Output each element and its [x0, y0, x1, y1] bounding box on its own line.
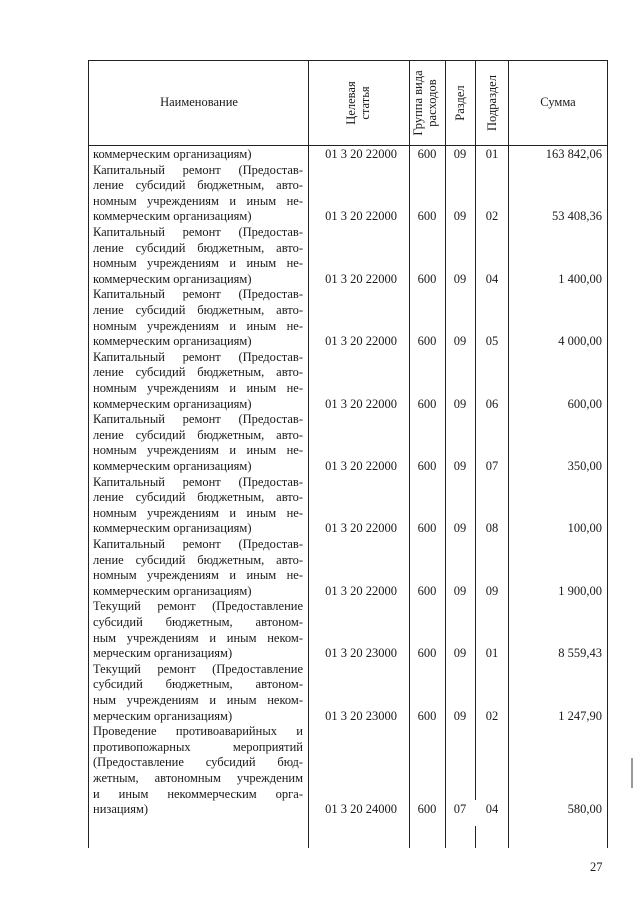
- row-section: 09: [453, 209, 467, 224]
- row-subsection: 02: [485, 209, 499, 224]
- row-group-code: 600: [417, 459, 437, 473]
- header-target-line1: Целевая: [344, 81, 358, 125]
- row-target-code: 01 3 20 24000: [325, 802, 397, 817]
- row-sum: 8 559,43: [558, 646, 602, 661]
- row-target-code: 01 3 20 23000: [325, 646, 397, 661]
- row-name-line: ление субсидий бюджетным, авто-: [93, 490, 303, 505]
- row-group-code: 600: [417, 583, 437, 598]
- row-name-line: номным учреждениям и иным не-: [93, 256, 303, 271]
- row-section: 09: [453, 396, 467, 411]
- row-group-code: 600: [417, 521, 437, 536]
- header-group-line1: Группа вида: [411, 70, 425, 136]
- row-name-line: субсидий бюджетным, автоном-: [93, 614, 303, 629]
- row-name-line: коммерческим организациям): [93, 521, 252, 536]
- row-name-line: Текущий ремонт (Предоставление: [93, 661, 303, 676]
- row-sum: 100,00: [567, 521, 602, 536]
- row-name-line: коммерческим организациям): [93, 147, 252, 161]
- row-name-line: (Предоставление субсидий бюд-: [93, 755, 303, 770]
- page-number: 27: [590, 860, 603, 874]
- row-target-code: 01 3 20 22000: [325, 521, 397, 536]
- row-name-line: Капитальный ремонт (Предостав-: [93, 287, 303, 302]
- row-subsection: 04: [485, 271, 499, 286]
- col-line-code: [409, 60, 410, 848]
- row-name-line: низациям): [93, 802, 149, 817]
- row-group-code: 600: [417, 209, 437, 224]
- row-sum: 4 000,00: [558, 334, 602, 349]
- row-name-line: ление субсидий бюджетным, авто-: [93, 240, 303, 255]
- row-section: 09: [453, 459, 467, 473]
- row-section: 09: [453, 271, 467, 286]
- row-sum: 1 400,00: [558, 271, 602, 286]
- row-name-line: Текущий ремонт (Предоставление: [93, 599, 303, 614]
- row-section: 09: [453, 147, 467, 161]
- row-section: 09: [453, 646, 467, 661]
- row-name: [93, 662, 303, 724]
- header-target: [344, 63, 374, 143]
- col-line-section: [475, 60, 476, 800]
- row-name-line: Проведение противоаварийных и: [93, 724, 303, 739]
- col-line-sub: [508, 60, 509, 848]
- header-subsection: Подраздел: [485, 75, 499, 131]
- row-group-code: 600: [417, 708, 437, 723]
- row-group-code: 600: [417, 147, 437, 161]
- row-name: [93, 412, 303, 474]
- row-section: 09: [453, 521, 467, 536]
- row-name-line: ным учреждениям и иным неком-: [93, 692, 303, 707]
- row-name-line: ление субсидий бюджетным, авто-: [93, 178, 303, 193]
- row-group-code: 600: [417, 396, 437, 411]
- row-name: [93, 724, 303, 818]
- row-subsection: 06: [485, 396, 499, 411]
- row-name-line: субсидий бюджетным, автоном-: [93, 677, 303, 692]
- row-subsection: 02: [485, 708, 499, 723]
- row-name-line: номным учреждениям и иным не-: [93, 380, 303, 395]
- row-section: 07: [453, 802, 467, 817]
- header-sum: Сумма: [540, 95, 576, 109]
- row-name: [93, 163, 303, 225]
- row-sum: 600,00: [567, 396, 602, 411]
- row-name-line: коммерческим организациям): [93, 271, 252, 286]
- row-name-line: и иным некоммерческим орга-: [93, 786, 303, 801]
- row-name-line: номным учреждениям и иным не-: [93, 505, 303, 520]
- row-subsection: 08: [485, 521, 499, 536]
- row-subsection: 05: [485, 334, 499, 349]
- row-name: [93, 147, 303, 163]
- row-sum: 350,00: [567, 459, 602, 473]
- row-group-code: 600: [417, 271, 437, 286]
- row-name: [93, 475, 303, 537]
- row-target-code: 01 3 20 22000: [325, 271, 397, 286]
- row-subsection: 01: [485, 147, 499, 161]
- row-name: [93, 350, 303, 412]
- row-name-line: Капитальный ремонт (Предостав-: [93, 225, 303, 239]
- row-group-code: 600: [417, 646, 437, 661]
- header-bottom-border: [88, 145, 608, 146]
- row-name-line: мерческим организациям): [93, 708, 233, 723]
- row-name-line: Капитальный ремонт (Предостав-: [93, 474, 303, 489]
- row-name: [93, 599, 303, 661]
- row-name-line: Капитальный ремонт (Предостав-: [93, 349, 303, 364]
- row-subsection: 09: [485, 583, 499, 598]
- row-target-code: 01 3 20 23000: [325, 708, 397, 723]
- row-name-line: коммерческим организациям): [93, 209, 252, 224]
- row-group-code: 600: [417, 802, 437, 817]
- row-sum: 53 408,36: [552, 209, 602, 224]
- col-line-name: [308, 60, 309, 848]
- row-sum: 1 247,90: [558, 708, 602, 723]
- row-subsection: 01: [485, 646, 499, 661]
- row-name-line: Капитальный ремонт (Предостав-: [93, 537, 303, 551]
- row-name-line: ление субсидий бюджетным, авто-: [93, 552, 303, 567]
- row-name-line: противопожарных мероприятий: [93, 739, 303, 754]
- row-name-line: номным учреждениям и иным не-: [93, 318, 303, 333]
- row-name: [93, 287, 303, 349]
- row-name-line: коммерческим организациям): [93, 458, 252, 473]
- row-target-code: 01 3 20 22000: [325, 583, 397, 598]
- col-line-group: [445, 60, 446, 848]
- row-sum: 163 842,06: [545, 147, 602, 161]
- row-group-code: 600: [417, 334, 437, 349]
- row-target-code: 01 3 20 22000: [325, 396, 397, 411]
- col-line-right: [607, 60, 608, 848]
- header-group: [411, 62, 443, 144]
- row-name-line: коммерческим организациям): [93, 396, 252, 411]
- row-name-line: номным учреждениям и иным не-: [93, 193, 303, 208]
- row-name-line: номным учреждениям и иным не-: [93, 568, 303, 583]
- header-name: Наименование: [160, 95, 238, 109]
- row-subsection: 04: [485, 802, 499, 817]
- scan-mark: [631, 758, 633, 788]
- row-section: 09: [453, 708, 467, 723]
- header-section: Раздел: [453, 85, 467, 121]
- row-section: 09: [453, 583, 467, 598]
- row-name-line: коммерческим организациям): [93, 583, 252, 598]
- row-section: 09: [453, 334, 467, 349]
- row-target-code: 01 3 20 22000: [325, 209, 397, 224]
- row-name: [93, 537, 303, 599]
- col-line-left: [88, 60, 89, 848]
- row-name-line: ным учреждениям и иным неком-: [93, 630, 303, 645]
- row-name-line: Капитальный ремонт (Предостав-: [93, 162, 303, 177]
- row-name-line: коммерческим организациям): [93, 334, 252, 349]
- header-group-line2: расходов: [425, 79, 439, 127]
- header-target-line2: статья: [358, 86, 372, 120]
- row-subsection: 07: [485, 459, 499, 473]
- row-name-line: мерческим организациям): [93, 646, 233, 661]
- row-target-code: 01 3 20 22000: [325, 334, 397, 349]
- row-name-line: Капитальный ремонт (Предостав-: [93, 412, 303, 427]
- row-target-code: 01 3 20 22000: [325, 147, 397, 161]
- row-target-code: 01 3 20 22000: [325, 459, 397, 473]
- row-sum: 580,00: [567, 802, 602, 817]
- row-name: [93, 225, 303, 287]
- row-name-line: ление субсидий бюджетным, авто-: [93, 302, 303, 317]
- row-name-line: жетным, автономным учрежденим: [93, 770, 303, 785]
- row-name-line: ление субсидий бюджетным, авто-: [93, 365, 303, 380]
- row-name-line: ление субсидий бюджетным, авто-: [93, 427, 303, 442]
- table-top-border: [88, 60, 608, 61]
- col-line-section-tail: [475, 826, 476, 848]
- row-sum: 1 900,00: [558, 583, 602, 598]
- row-name-line: номным учреждениям и иным не-: [93, 443, 303, 458]
